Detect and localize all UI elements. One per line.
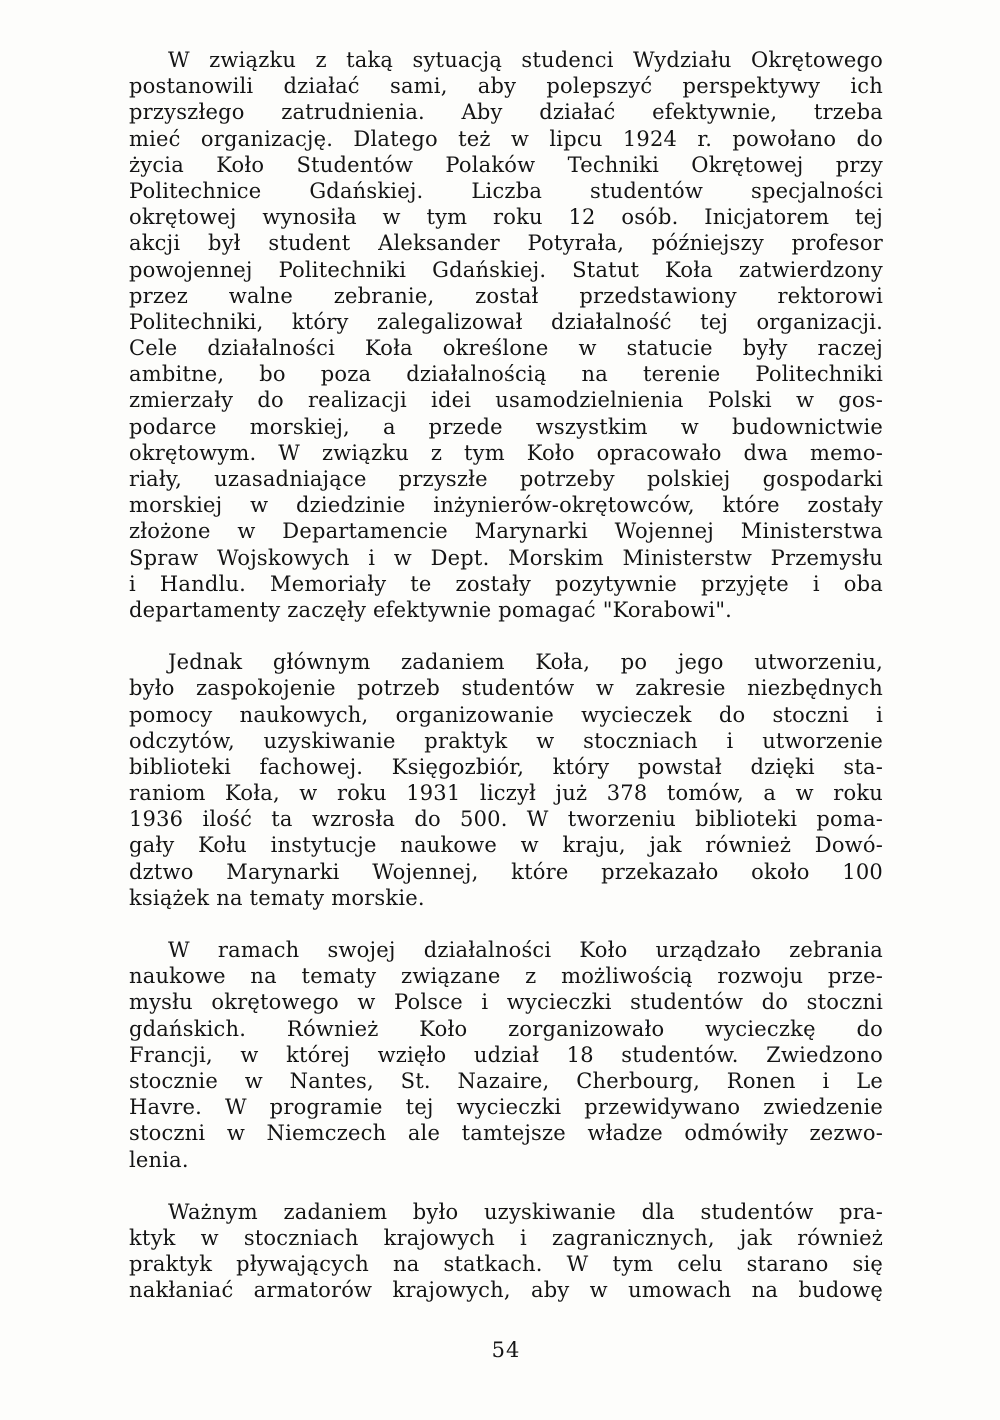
- text-line: Havre. W programie tej wycieczki przewidywano zwiedzenie: [129, 1095, 883, 1120]
- text-line: złożone w Departamencie Marynarki Wojennej Ministerstwa: [129, 519, 883, 544]
- text-line: przez walne zebranie, został przedstawiony rektorowi: [129, 283, 883, 308]
- text-line: przyszłego zatrudnienia. Aby działać efektywnie, trzeba: [129, 100, 883, 125]
- text-line: okrętowym. W związku z tym Koło opracowało dwa memo-: [129, 440, 883, 465]
- text-line: Politechniki, który zalegalizował działalność tej organizacji.: [129, 309, 883, 334]
- text-line: ambitne, bo poza działalnością na terenie Politechniki: [129, 362, 883, 387]
- text-line: życia Koło Studentów Polaków Techniki Okrętowej przy: [129, 152, 883, 177]
- text-line: stoczni w Niemczech ale tamtejsze władze odmówiły zezwo-: [129, 1121, 883, 1146]
- text-line: Spraw Wojskowych i w Dept. Morskim Ministerstw Przemysłu: [129, 545, 883, 570]
- paragraph: [129, 1199, 883, 1304]
- text-line: morskiej w dziedzinie inżynierów-okrętowców, które zostały: [129, 493, 883, 518]
- page-number: 54: [491, 1338, 521, 1362]
- paragraph: [129, 937, 883, 1173]
- paragraph: [129, 47, 883, 623]
- text-line: Francji, w której wzięło udział 18 studentów. Zwiedzono: [129, 1042, 883, 1067]
- text-line: gały Kołu instytucje naukowe w kraju, jak również Dowó-: [129, 833, 883, 858]
- text-line: ktyk w stoczniach krajowych i zagranicznych, jak również: [129, 1225, 883, 1250]
- text-line: dztwo Marynarki Wojennej, które przekazało około 100: [129, 859, 883, 884]
- text-line: było zaspokojenie potrzeb studentów w zakresie niezbędnych: [129, 676, 883, 701]
- text-line: pomocy naukowych, organizowanie wycieczek do stoczni i: [129, 702, 883, 727]
- text-line: postanowili działać sami, aby polepszyć perspektywy ich: [129, 74, 883, 99]
- text-line: Jednak głównym zadaniem Koła, po jego utworzeniu,: [168, 650, 883, 675]
- paragraph: [129, 649, 883, 911]
- text-line: Cele działalności Koła określone w statucie były raczej: [129, 336, 883, 361]
- text-line: i Handlu. Memoriały te zostały pozytywnie przyjęte i oba: [129, 571, 883, 596]
- text-line: Ważnym zadaniem było uzyskiwanie dla studentów pra-: [168, 1199, 883, 1224]
- text-line: 1936 ilość ta wzrosła do 500. W tworzeniu biblioteki poma-: [129, 807, 883, 832]
- text-line: okrętowej wynosiła w tym roku 12 osób. Inicjatorem tej: [129, 205, 883, 230]
- text-line: raniom Koła, w roku 1931 liczył już 378 tomów, a w roku: [129, 781, 883, 806]
- text-line: biblioteki fachowej. Księgozbiór, który powstał dzięki sta-: [129, 754, 883, 779]
- text-line: W związku z taką sytuacją studenci Wydziału Okrętowego: [168, 48, 883, 72]
- text-line: stocznie w Nantes, St. Nazaire, Cherbourg, Ronen i Le: [129, 1068, 883, 1093]
- text-line: W ramach swojej działalności Koło urządzało zebrania: [168, 938, 883, 962]
- text-line: powojennej Politechniki Gdańskiej. Statut Koła zatwierdzony: [129, 257, 883, 282]
- text-line: zmierzały do realizacji idei usamodzielnienia Polski w gos-: [129, 388, 883, 413]
- text-line: gdańskich. Również Koło zorganizowało wycieczkę do: [129, 1016, 883, 1041]
- text-line: riały, uzasadniające przyszłe potrzeby polskiej gospodarki: [129, 467, 883, 491]
- text-line: departamenty zaczęły efektywnie pomagać "Korabowi".: [129, 597, 733, 622]
- text-line: odczytów, uzyskiwanie praktyk w stoczniach i utworzenie: [129, 728, 883, 753]
- text-line: lenia.: [129, 1147, 189, 1172]
- text-line: mieć organizację. Dlatego też w lipcu 1924 r. powołano do: [129, 126, 883, 151]
- text-line: praktyk pływających na statkach. W tym celu starano się: [129, 1252, 883, 1277]
- text-line: podarce morskiej, a przede wszystkim w budownictwie: [129, 414, 883, 439]
- text-line: Politechnice Gdańskiej. Liczba studentów specjalności: [129, 178, 883, 203]
- text-line: mysłu okrętowego w Polsce i wycieczki studentów do stoczni: [129, 990, 883, 1015]
- text-block: [129, 47, 883, 1329]
- text-line: naukowe na tematy związane z możliwością rozwoju prze-: [129, 964, 883, 989]
- text-line: nakłaniać armatorów krajowych, aby w umowach na budowę: [129, 1278, 883, 1303]
- text-line: książek na tematy morskie.: [129, 885, 425, 910]
- text-line: akcji był student Aleksander Potyrała, późniejszy profesor: [129, 231, 883, 256]
